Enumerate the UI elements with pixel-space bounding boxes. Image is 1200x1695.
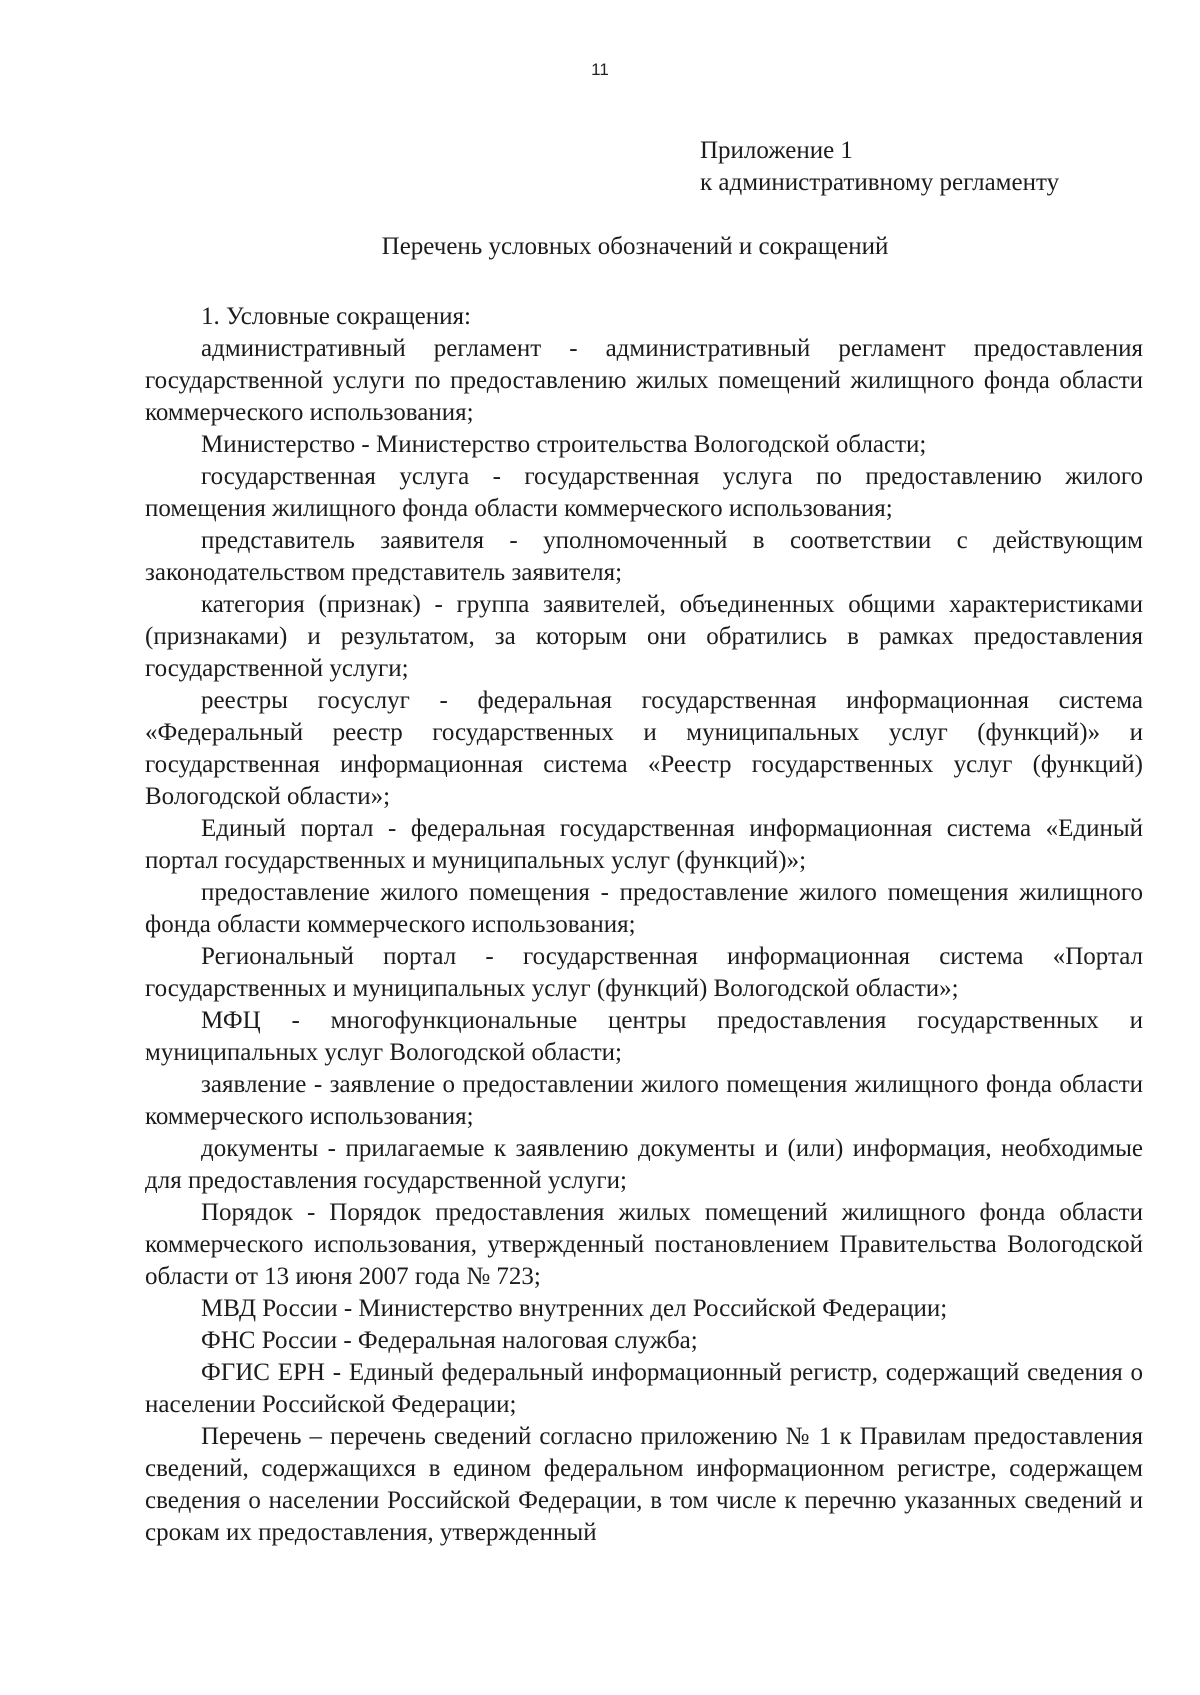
abbreviation-entry: предоставление жилого помещения - предоставление жилого помещения жилищного фонда области коммерческого использования;	[145, 879, 1143, 938]
abbreviation-entry: Единый портал - федеральная государственная информационная система «Единый портал государственных и муниципальных услуг (функций)»;	[145, 815, 1143, 874]
abbreviation-entry: Министерство - Министерство строительства Вологодской области;	[201, 431, 927, 458]
abbreviation-entry: государственная услуга - государственная услуга по предоставлению жилого помещения жилищного фонда области коммерческого использования;	[145, 463, 1143, 522]
abbreviation-entry: реестры госуслуг - федеральная государственная информационная система «Федеральный реестр государственных и муниципальных услуг (функций)» и государственная информационная система «Реестр государственных услуг (функций) Вологодской области»;	[145, 687, 1143, 810]
appendix-header	[700, 135, 1059, 199]
appendix-line-1: Приложение 1	[700, 137, 853, 164]
abbreviation-entry: категория (признак) - группа заявителей, объединенных общими характеристиками (признаками) и результатом, за которым они обратились в рамках предоставления государственной услуги;	[145, 591, 1143, 682]
section-heading: 1. Условные сокращения:	[201, 303, 471, 330]
abbreviation-entry: МВД России - Министерство внутренних дел Российской Федерации;	[201, 1295, 948, 1322]
appendix-line-2: к административному регламенту	[700, 169, 1060, 196]
abbreviation-entry: ФНС России - Федеральная налоговая служба;	[201, 1327, 698, 1354]
abbreviation-entry: представитель заявителя - уполномоченный в соответствии с действующим законодательством представитель заявителя;	[145, 527, 1143, 586]
abbreviation-entry: документы - прилагаемые к заявлению документы и (или) информация, необходимые для предоставления государственной услуги;	[145, 1135, 1143, 1194]
abbreviation-entry: заявление - заявление о предоставлении жилого помещения жилищного фонда области коммерческого использования;	[145, 1071, 1143, 1130]
abbreviation-entry: МФЦ - многофункциональные центры предоставления государственных и муниципальных услуг Вологодской области;	[145, 1007, 1143, 1066]
abbreviation-entry: ФГИС ЕРН - Единый федеральный информационный регистр, содержащий сведения о населении Российской Федерации;	[145, 1359, 1143, 1418]
document-title: Перечень условных обозначений и сокращений	[381, 233, 889, 260]
document-body	[145, 301, 1143, 1549]
abbreviation-entry: административный регламент - административный регламент предоставления государственной услуги по предоставлению жилых помещений жилищного фонда области коммерческого использования;	[145, 335, 1143, 426]
abbreviation-entry: Порядок - Порядок предоставления жилых помещений жилищного фонда области коммерческого использования, утвержденный постановлением Правительства Вологодской области от 13 июня 2007 года № 723;	[145, 1199, 1143, 1290]
abbreviation-entry: Перечень – перечень сведений согласно приложению № 1 к Правилам предоставления сведений, содержащихся в едином федеральном информационном регистре, содержащем сведения о населении Российской Федерации, в том числе к перечню указанных сведений и срокам их предоставления, утвержденный	[145, 1423, 1143, 1546]
abbreviation-entry: Региональный портал - государственная информационная система «Портал государственных и муниципальных услуг (функций) Вологодской области»;	[145, 943, 1143, 1002]
page-number: 11	[591, 60, 609, 79]
